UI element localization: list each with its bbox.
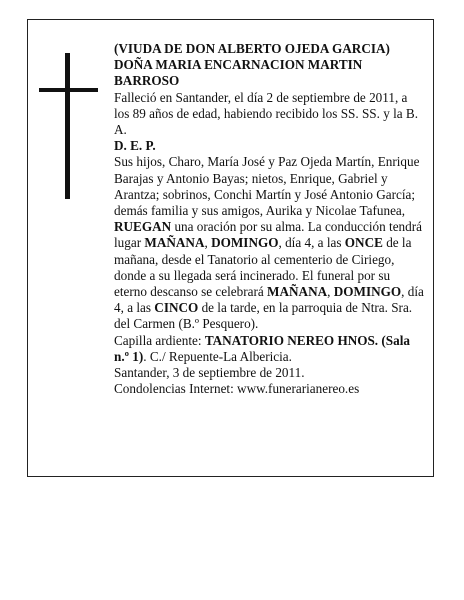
capilla-label: Capilla ardiente: xyxy=(114,332,205,348)
ruegan-text: una oración por su alma. La conducción tendrá lugar xyxy=(114,219,422,251)
cross-vertical-bar xyxy=(65,53,70,199)
domingo-word-2: DOMINGO xyxy=(333,284,402,300)
comma-2: , xyxy=(327,284,334,300)
dep-line: D. E. P. xyxy=(114,138,156,154)
once-word: ONCE xyxy=(344,235,383,251)
date-line: Santander, 3 de septiembre de 2011. xyxy=(114,365,305,381)
death-announcement: Falleció en Santander, el día 2 de septiembre de 2011, a los 89 años de edad, habiendo recibido los SS. SS. y la B. A. xyxy=(114,89,419,138)
manana-word-2: MAÑANA xyxy=(267,284,328,300)
obituary-text xyxy=(114,41,426,397)
domingo-word-1: DOMINGO xyxy=(211,235,279,251)
condolences-line: Condolencias Internet: www.funerarianereo.es xyxy=(114,381,360,397)
day-text-1: , día 4, a las xyxy=(278,235,345,251)
funeral-text: de la mañana, desde el Tanatorio al cementerio de Ciriego, donde a su llegada será incinerado. El funeral por su eterno descanso se celebrará xyxy=(114,235,412,300)
capilla-paragraph xyxy=(114,333,426,365)
cross-icon xyxy=(39,53,98,199)
obituary-notice xyxy=(27,19,434,477)
tanatorio-name: TANATORIO NEREO HNOS. (Sala n.º 1) xyxy=(114,332,410,364)
ruegan-word: RUEGAN xyxy=(114,219,172,235)
widow-heading: (VIUDA DE DON ALBERTO OJEDA GARCIA) xyxy=(114,41,390,56)
deceased-name: DOÑA MARIA ENCARNACION MARTIN BARROSO xyxy=(114,57,363,89)
manana-word-1: MAÑANA xyxy=(144,235,205,251)
service-paragraph xyxy=(114,219,426,332)
cross-horizontal-bar xyxy=(39,88,98,92)
comma-1: , xyxy=(204,235,212,251)
cinco-word: CINCO xyxy=(154,300,199,316)
day-text-2: , día 4, a las xyxy=(114,284,424,316)
family-list: Sus hijos, Charo, María José y Paz Ojeda Martín, Enrique Barajas y Antonio Bayas; nietos, Enrique, Gabriel y Arantza; sobrinos, Conchi Martín y José Antonio García; demás familia y sus amigos, Aurika y Nicolae Tafunea, xyxy=(114,154,420,219)
church-text: de la tarde, en la parroquia de Ntra. Sra. del Carmen (B.º Pesquero). xyxy=(114,300,413,332)
address-text: . C./ Repuente-La Albericia. xyxy=(143,348,292,364)
